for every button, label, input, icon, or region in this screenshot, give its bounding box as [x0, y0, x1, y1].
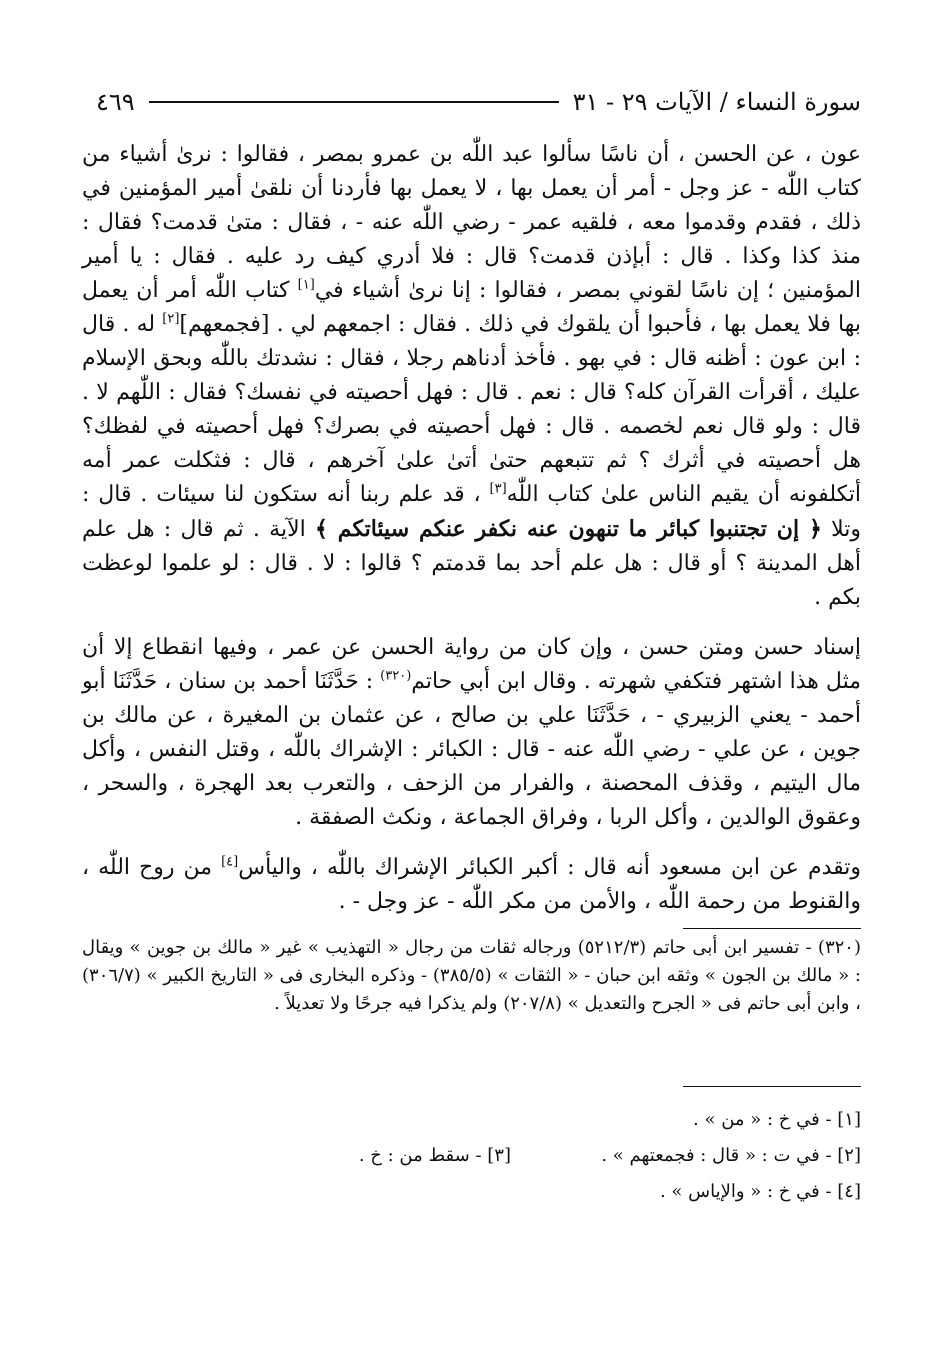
text-run: له . قال : ابن عون : أظنه قال : في بهو . فأخذ أدناهم رجلا ، فقال : نشدتك باللّٰه وبحق الإسلام عليك ، أقرأت القرآن كله؟ قال : نعم . قال : فهل أحصيته في نفسك؟ فقال : اللّٰهم لا . قال : ولو قال نعم لخصمه . قال : فهل أحصيته في بصرك؟ فهل أحصيته في لفظك؟ هل أحصيته في أثرك ؟ ثم تتبعهم حتىٰ أتىٰ علىٰ آخرهم ، قال : فثكلت عمر أمه أتكلفونه أن يقيم الناس علىٰ كتاب اللّٰه	[82, 312, 861, 507]
running-header	[96, 82, 861, 122]
paragraph-isnad	[82, 631, 861, 835]
footnote-rule	[683, 928, 861, 929]
page-number: ٤٦٩	[96, 88, 135, 116]
header-rule	[149, 101, 559, 103]
paragraph-hadith	[82, 138, 861, 615]
note-row	[82, 1174, 861, 1210]
note-row	[82, 1138, 861, 1174]
footnote-ref: [١]	[297, 277, 315, 293]
main-text	[82, 138, 861, 919]
running-title: سورة النساء / الآيات ٢٩ - ٣١	[572, 88, 861, 116]
text-run: : حَدَّثَنَا أحمد بن سنان ، حَدَّثَنَا أبو أحمد - يعني الزبيري - ، حَدَّثَنَا علي بن صالح ، عن عثمان بن المغيرة ، عن مالك بن جوين ، عن علي - رضي اللّٰه عنه - قال : الكبائر : الإشراك باللّٰه ، وقتل النفس ، وأكل مال اليتيم ، وقذف المحصنة ، والفرار من الزحف ، والتعرب بعد الهجرة ، والسحر ، وعقوق الوالدين ، وأكل الربا ، وفراق الجماعة ، ونكث الصفقة .	[82, 669, 861, 830]
manuscript-notes	[82, 1102, 861, 1210]
text-run: وتقدم عن ابن مسعود أنه قال : أكبر الكبائر الإشراك باللّٰه ، واليأس	[238, 855, 861, 880]
footnote-ref: [٤]	[221, 854, 239, 870]
note-2: [٢] - في ت : « قال : فجمعتهم » .	[601, 1145, 861, 1166]
quran-verse: ﴿ إن تجتنبوا كبائر ما تنهون عنه نكفر عنكم سيئاتكم ﴾	[315, 516, 822, 542]
note-row	[82, 1102, 861, 1138]
text-run: إسناد حسن ومتن حسن ، وإن كان من رواية الحسن عن عمر ، وفيها انقطاع إلا أن مثل هذا اشتهر فتكفي شهرته . وقال ابن أبي حاتم	[82, 635, 861, 694]
text-run: الآية . ثم قال : هل علم أهل المدينة ؟ أو قال : هل علم أحد بما قدمتم ؟ قالوا : لا . قال : لو علموا لوعظت بكم .	[82, 517, 861, 610]
note-4: [٤] - في خ : « والإياس » .	[659, 1181, 861, 1202]
text-run: كتاب اللّٰه أمر أن يعمل بها فلا يعمل بها ، فأحبوا أن يلقوك في ذلك . فقال : اجمعهم لي . [فجمعهم]	[82, 278, 861, 337]
text-run: عون ، عن الحسن ، أن ناسًا سألوا عبد اللّٰه بن عمرو بمصر ، فقالوا : نرىٰ أشياء من كتاب اللّٰه - عز وجل - أمر أن يعمل بها ، لا يعمل بها فأردنا أن نلقىٰ أمير المؤمنين في ذلك ، فقدم وقدموا معه ، فلقيه عمر - رضي اللّٰه عنه - ، فقال : متىٰ قدمت؟ فقال : منذ كذا وكذا . قال : أبإذن قدمت؟ قال : فلا أدري كيف رد عليه . فقال : يا أمير المؤمنين ؛ إن ناسًا لقوني بمصر ، فقالوا : إنا نرىٰ أشياء في	[82, 142, 861, 303]
footnote-rule	[683, 1086, 861, 1087]
paragraph-ibn-masud	[82, 851, 861, 919]
footnote-ref: [٢]	[162, 311, 180, 327]
text-run: ، قد علم ربنا أنه ستكون لنا سيئات . قال : وتلا	[82, 482, 861, 542]
note-3: [٣] - سقط من : خ .	[358, 1145, 511, 1166]
text-run: من روح اللّٰه ، والقنوط من رحمة اللّٰه ، والأمن من مكر اللّٰه - عز وجل - .	[82, 855, 861, 914]
takhrij-footnote: (٣٢٠) - تفسير ابن أبى حاتم (٥٢١٢/٣) ورجاله ثقات من رجال « التهذيب » غير « مالك بن جوين » ويقال : « مالك بن الجون » وثقه ابن حبان - « الثقات » (٣٨٥/٥) - وذكره البخارى فى « التاريخ الكبير » (٣٠٦/٧) ، وابن أبى حاتم فى « الجرح والتعديل » (٢٠٧/٨) ولم يذكرا فيه جرحًا ولا تعديلاً .	[82, 937, 861, 1014]
note-1: [١] - في خ : « من » .	[693, 1109, 861, 1130]
footnote-ref: [٣]	[489, 481, 507, 497]
footnote-ref: (٣٢٠)	[380, 668, 412, 684]
